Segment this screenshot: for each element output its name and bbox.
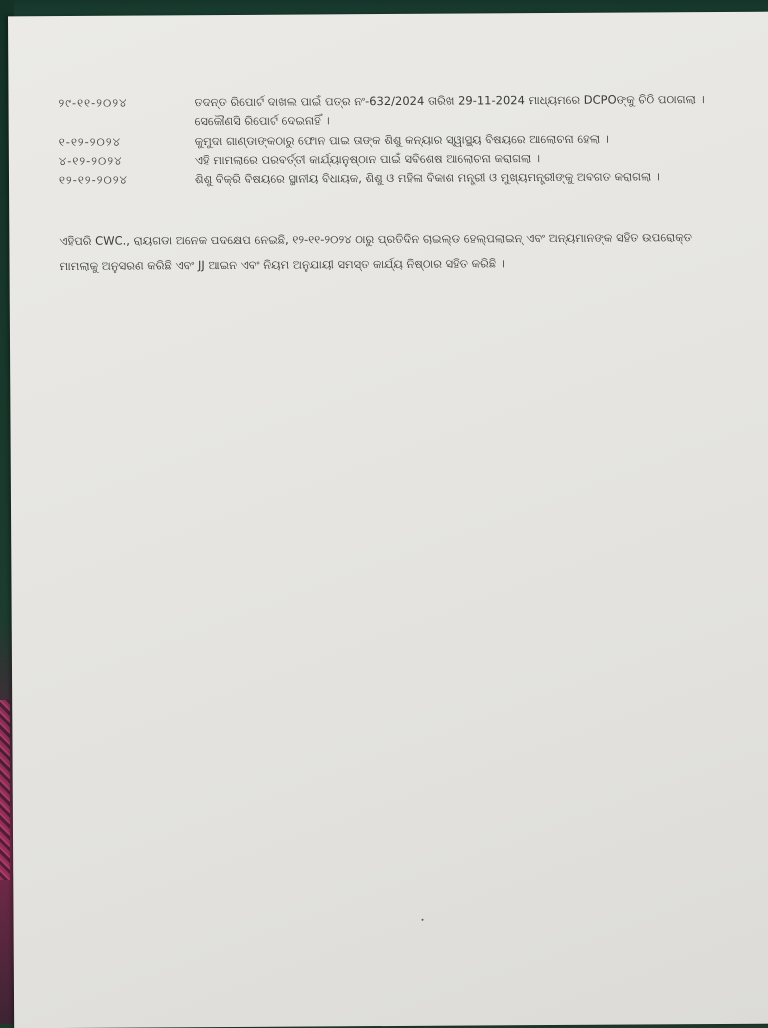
summary-paragraph bbox=[59, 225, 719, 279]
entry-text: ଶିଶୁ ବିକ୍ରି ବିଷୟରେ ସ୍ଥାନୀୟ ବିଧାୟକ, ଶିଶୁ ଓ ମହିଳା ବିକାଶ ମନ୍ତ୍ରୀ ଓ ମୁଖ୍ୟମନ୍ତ୍ରୀଙ୍କୁ ଅବଗତ କରାଗଲା । bbox=[194, 169, 661, 187]
timeline-entries bbox=[58, 90, 719, 190]
entry-text-line: ତଦନ୍ତ ରିପୋର୍ଟ ଦାଖଲ ପାଇଁ ପତ୍ର ନଂ-632/2024 ତାରିଖ 29-11-2024 ମାଧ୍ୟମରେ DCPOଙ୍କୁ ଚିଠି ପଠାଗଲା । bbox=[194, 92, 705, 110]
entry-date: ୧୨-୧୨-୨୦୨୪ bbox=[58, 172, 128, 188]
entry-date: ୪-୧୨-୨୦୨୪ bbox=[58, 153, 123, 169]
document-page bbox=[8, 12, 768, 1028]
timeline-entry bbox=[58, 90, 718, 132]
timeline-entry bbox=[59, 167, 719, 190]
entry-date: ୨୯-୧୧-୨୦୨୪ bbox=[58, 95, 128, 111]
entry-text: ଏହି ମାମଲାରେ ପରବର୍ତ୍ତୀ କାର୍ଯ୍ୟାନୁଷ୍ଠାନ ପାଇଁ ସବିଶେଷ ଆଲୋଚନା କରାଗଲା । bbox=[194, 151, 541, 168]
fabric-edge bbox=[0, 700, 10, 880]
entry-date: ୧-୧୨-୨୦୨୪ bbox=[58, 134, 121, 150]
entry-text-line: ସେକୌଣସି ରିପୋର୍ଟ ଦେଇନାହିଁ । bbox=[194, 113, 330, 129]
paper-speck bbox=[422, 919, 424, 921]
entry-text bbox=[194, 90, 718, 131]
summary-line: ମାମଲାକୁ ଅନୁସରଣ କରିଛି ଏବଂ JJ ଆଇନ ଏବଂ ନିୟମ ଅନୁଯାୟୀ ସମସ୍ତ କାର୍ଯ୍ୟ ନିଷ୍ଠାର ସହିତ କରିଛି । bbox=[59, 256, 505, 274]
summary-line: ଏହିପରି CWC., ରାୟଗଡା ଅନେକ ପଦକ୍ଷେପ ନେଇଛି, ୧୨-୧୧-୨୦୨୪ ଠାରୁ ପ୍ରତିଦିନ ଚାଇଲ୍ଡ ହେଲ୍ପଲାଇନ୍ ଏବଂ ଅନ୍ୟମାନଙ୍କ ସହିତ ଉପରୋକ୍ତ bbox=[59, 230, 692, 249]
entry-text: କୁମୁଦା ଗାଣ୍ଡାଙ୍କଠାରୁ ଫୋନ ପାଇ ତାଙ୍କ ଶିଶୁ କନ୍ୟାର ସ୍ୱାସ୍ଥ୍ୟ ବିଷୟରେ ଆଲୋଚନା ହେଲା । bbox=[194, 131, 609, 149]
